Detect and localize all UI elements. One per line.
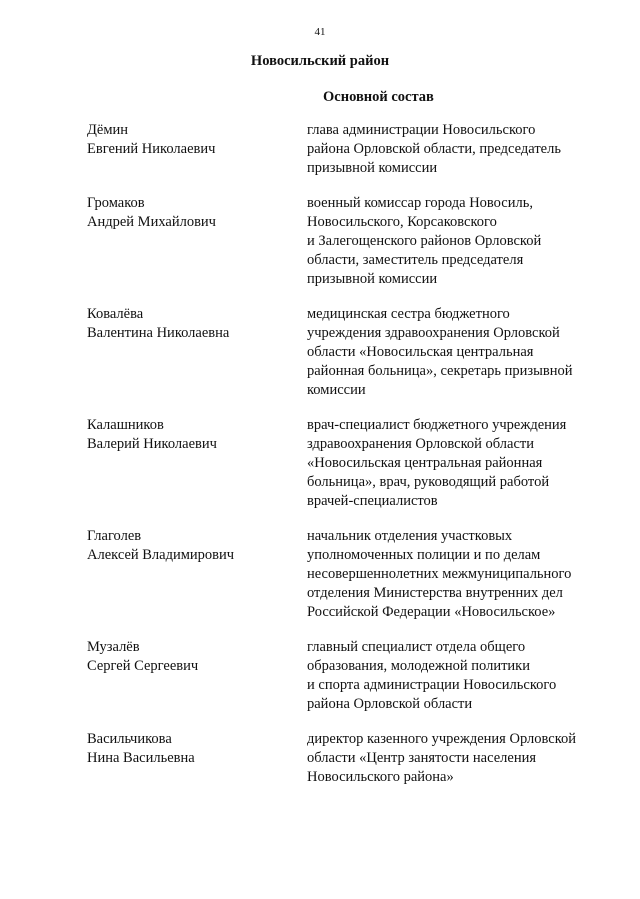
composition-title: Основной состав — [323, 89, 434, 105]
member-role: директор казенного учреждения Орловской области «Центр занятости населения Новосильского района» — [307, 731, 577, 785]
members-list — [87, 121, 597, 803]
member-entry — [87, 416, 597, 511]
member-entry — [87, 730, 597, 787]
member-surname: Васильчикова — [87, 731, 172, 747]
member-surname: Дёмин — [87, 122, 129, 138]
member-role: начальник отделения участковых уполномоченных полиции и по делам несовершеннолетних межмуниципального отделения Министерства внутренних дел Российской Федерации «Новосильское» — [307, 528, 572, 620]
member-role: глава администрации Новосильского района Орловской области, председатель призывной комиссии — [307, 122, 561, 176]
member-surname: Глаголев — [87, 528, 142, 544]
district-title: Новосильский район — [250, 53, 390, 69]
member-name — [87, 305, 307, 343]
member-given-names: Сергей Сергеевич — [87, 658, 199, 674]
member-name — [87, 638, 307, 676]
member-surname: Ковалёва — [87, 306, 144, 322]
member-given-names: Валерий Николаевич — [87, 436, 217, 452]
member-name — [87, 416, 307, 454]
member-role: военный комиссар города Новосиль, Новосильского, Корсаковского и Залегощенского районов Орловской области, заместитель председателя призывной комиссии — [307, 195, 542, 287]
member-entry — [87, 121, 597, 178]
member-name — [87, 121, 307, 159]
member-name — [87, 527, 307, 565]
member-surname: Музалёв — [87, 639, 140, 655]
page-number: 41 — [314, 26, 326, 38]
member-name — [87, 730, 307, 768]
member-given-names: Евгений Николаевич — [87, 141, 216, 157]
member-entry — [87, 527, 597, 622]
member-given-names: Нина Васильевна — [87, 750, 195, 766]
member-entry — [87, 305, 597, 400]
member-role: медицинская сестра бюджетного учреждения здравоохранения Орловской области «Новосильская центральная районная больница», секретарь призывной комиссии — [307, 306, 573, 398]
member-surname: Калашников — [87, 417, 164, 433]
member-role: главный специалист отдела общего образования, молодежной политики и спорта администрации Новосильского района Орловской области — [307, 639, 557, 712]
member-role: врач-специалист бюджетного учреждения здравоохранения Орловской области «Новосильская центральная районная больница», врач, руководящий работой врачей-специалистов — [307, 417, 567, 509]
member-given-names: Андрей Михайлович — [87, 214, 216, 230]
member-entry — [87, 638, 597, 714]
member-name — [87, 194, 307, 232]
member-given-names: Алексей Владимирович — [87, 547, 235, 563]
member-surname: Громаков — [87, 195, 145, 211]
member-given-names: Валентина Николаевна — [87, 325, 230, 341]
member-entry — [87, 194, 597, 289]
